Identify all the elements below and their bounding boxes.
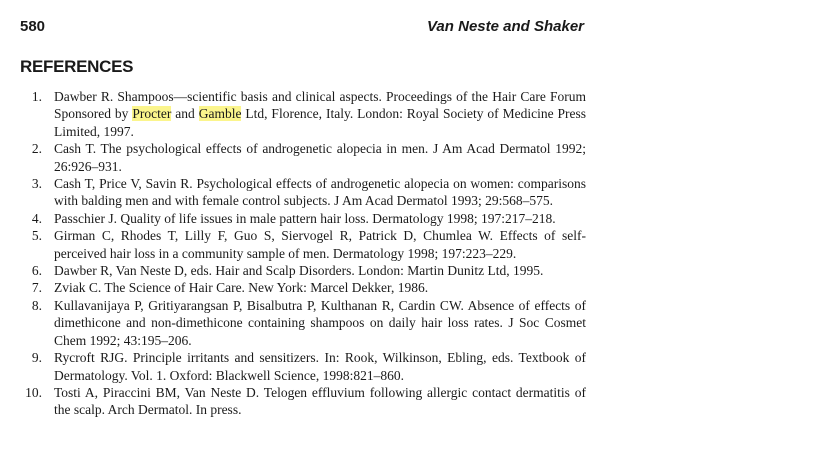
reference-text: Dawber R. Shampoos—scientific basis and clinical aspects. Proceedings of the Hair Care Forum Sponsored by <box>54 89 586 122</box>
reference-number: 4. <box>31 210 42 226</box>
reference-text: Passchier J. Quality of life issues in male pattern hair loss. Dermatology 1998; 197:217–218. <box>54 210 556 226</box>
reference-number: 1. <box>31 89 42 104</box>
reference-text: Ltd, Florence, Italy. London: Royal Society of Medicine Press Limited, 1997. <box>54 106 586 139</box>
running-header: Van Neste and Shaker <box>426 18 584 35</box>
reference-item <box>20 175 586 210</box>
reference-number: 5. <box>31 228 42 244</box>
reference-item <box>20 140 586 175</box>
reference-text: Cash T, Price V, Savin R. Psychological effects of androgenetic alopecia on women: comparisons with balding men and with female control subjects. J Am Acad Dermatol 1993; 29:568–575. <box>54 176 586 209</box>
section-heading: REFERENCES <box>20 57 134 76</box>
reference-number: 7. <box>31 280 42 296</box>
reference-item <box>20 210 586 227</box>
reference-item <box>20 262 586 279</box>
reference-item <box>20 349 586 384</box>
reference-text: Tosti A, Piraccini BM, Van Neste D. Telogen effluvium following allergic contact dermatitis of the scalp. Arch Dermatol. In press. <box>54 384 586 418</box>
highlighted-text: Gamble <box>198 106 242 122</box>
reference-item <box>20 384 586 419</box>
reference-text: Cash T. The psychological effects of androgenetic alopecia in men. J Am Acad Dermatol 1992; 26:926–931. <box>54 141 586 174</box>
reference-list <box>20 88 586 419</box>
reference-item <box>20 297 586 349</box>
reference-text: Dawber R, Van Neste D, eds. Hair and Scalp Disorders. London: Martin Dunitz Ltd, 1995. <box>54 263 544 279</box>
reference-item <box>20 88 586 140</box>
reference-number: 9. <box>31 350 42 366</box>
reference-number: 8. <box>31 297 42 313</box>
reference-number: 3. <box>31 176 42 192</box>
reference-number: 2. <box>31 141 42 157</box>
page-number: 580 <box>20 18 46 35</box>
reference-text: Kullavanijaya P, Gritiyarangsan P, Bisalbutra P, Kulthanan R, Cardin CW. Absence of effects of dimethicone and non-dimethicone containing shampoos on daily hair loss rates. J Soc Cosmet Chem 1992; 43:195–206. <box>54 297 586 348</box>
reference-number: 10. <box>25 384 42 400</box>
reference-text: and <box>171 106 199 122</box>
reference-text: Zviak C. The Science of Hair Care. New York: Marcel Dekker, 1986. <box>54 280 429 296</box>
reference-text: Girman C, Rhodes T, Lilly F, Guo S, Siervogel R, Patrick D, Chumlea W. Effects of self-perceived hair loss in a community sample of men. Dermatology 1998; 197:223–229. <box>54 228 586 261</box>
reference-item <box>20 279 586 296</box>
reference-number: 6. <box>31 263 42 279</box>
reference-text: Rycroft RJG. Principle irritants and sensitizers. In: Rook, Wilkinson, Ebling, eds. Textbook of Dermatology. Vol. 1. Oxford: Blackwell Science, 1998:821–860. <box>54 350 586 383</box>
reference-item <box>20 227 586 262</box>
highlighted-text: Procter <box>132 106 172 122</box>
